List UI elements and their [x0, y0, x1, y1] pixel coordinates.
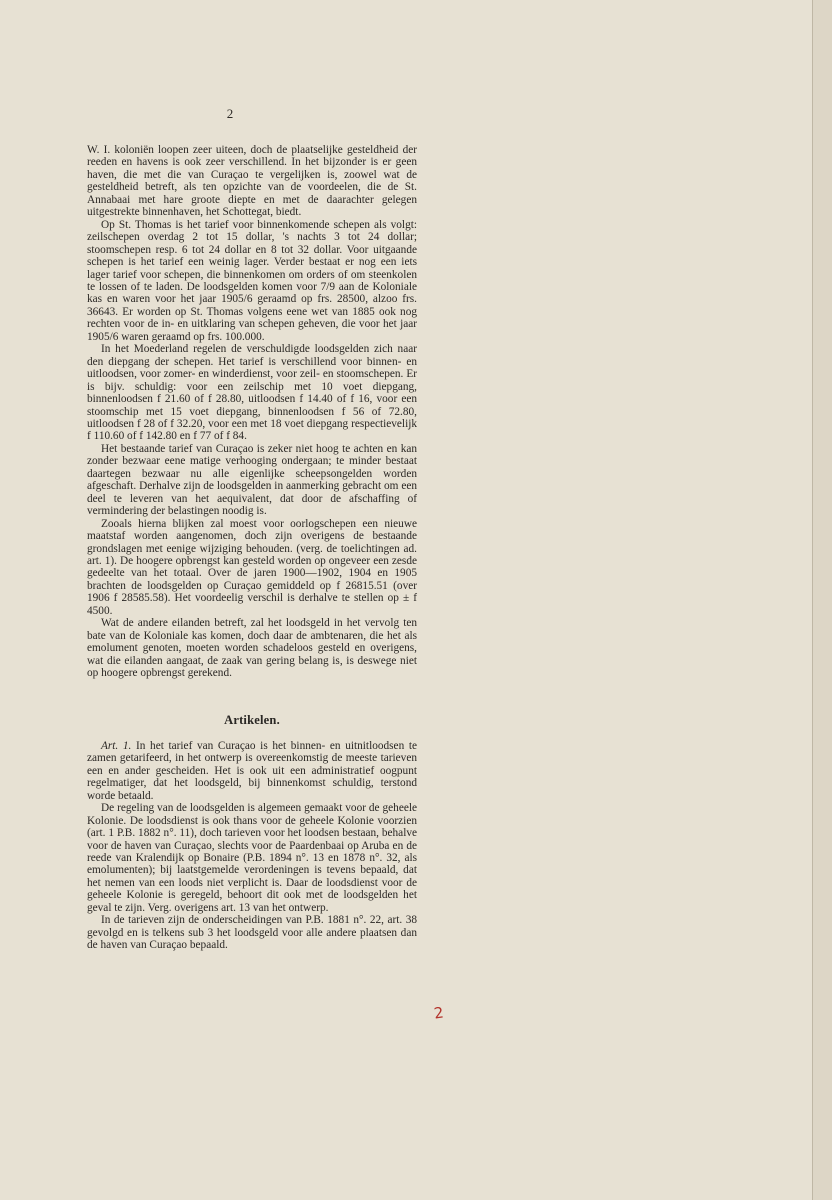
page-edge [812, 0, 832, 1200]
paragraph-3: In het Moederland regelen de verschuldigde loodsgelden zich naar den diepgang der schepen. Het tarief is verschillend voor binnen- en uitloodsen, voor zomer- en winderdienst, voor zeil- en stoomschepen. Er is bijv. schuldig: voor een zeilschip met 10 voet diepgang, binnenloodsen f 21.60 of f 28.80, uitloodsen f 14.40 of f 16, voor een stoomschip met 15 voet diepgang, binnenloodsen f 56 of 72.80, uitloodsen f 28 of f 32.20, voor een met 18 voet diepgang respectievelijk f 110.60 of f 142.80 en f 77 of f 84. [87, 343, 417, 443]
article-1-paragraph-2: De regeling van de loodsgelden is algemeen gemaakt voor de geheele Kolonie. De loodsdienst is ook thans voor de geheele Kolonie voorzien (art. 1 P.B. 1882 n°. 11), doch tarieven voor het loodsen bestaan, behalve voor de haven van Curaçao, slechts voor de Paardenbaai op Aruba en de reede van Kralendijk op Bonaire (P.B. 1894 n°. 13 en 1878 n°. 32, als emolumenten); bij laatstgemelde verordeningen is tevens bepaald, dat het nemen van een loods niet verplicht is. Daar de loodsdienst voor de geheele Kolonie is geregeld, behoort dit ook met de loodsgelden het geval te zijn. Verg. overigens art. 13 van het ontwerp. [87, 802, 417, 914]
article-1-paragraph-3: In de tarieven zijn de onderscheidingen van P.B. 1881 n°. 22, art. 38 gevolgd en is telkens sub 3 het loodsgeld voor alle andere plaatsen dan de haven van Curaçao bepaald. [87, 914, 417, 952]
paragraph-2: Op St. Thomas is het tarief voor binnenkomende schepen als volgt: zeilschepen overdag 2 tot 15 dollar, 's nachts 3 tot 24 dollar; stoomschepen resp. 6 tot 24 dollar en 8 tot 32 dollar. Voor uitgaande schepen is het tarief een weinig lager. Verder bestaat er nog een iets lager tarief voor schepen, die binnenkomen om orders of om steenkolen te lossen of te laden. De loodsgelden komen voor 7/9 aan de Koloniale kas en waren voor het jaar 1905/6 geraamd op frs. 28500, alzoo frs. 36643. Er worden op St. Thomas volgens eene wet van 1885 ook nog rechten voor de in- en uitklaring van schepen geheven, die voor het jaar 1905/6 waren geraamd op frs. 100.000. [87, 218, 417, 343]
page-number: 2 [226, 106, 234, 121]
paragraph-1: W. I. koloniën loopen zeer uiteen, doch de plaatselijke gesteldheid der reeden en havens is ook zeer verschillend. In het bijzonder is er geen haven, die met die van Curaçao te vergelijken is, zoowel wat de gesteldheid betreft, als ten opzichte van de voordeelen, die de St. Annabaai met hare groote diepte en met de daarachter gelegen uitgestrekte binnenhaven, het Schottegat, biedt. [87, 144, 417, 219]
paragraph-5: Zooals hierna blijken zal moest voor oorlogschepen een nieuwe maatstaf worden aangenomen, doch zijn overigens de bestaande grondslagen met eenige wijziging behouden. (verg. de toelichtingen ad. art. 1). De hoogere opbrengst kan gesteld worden op ongeveer een zesde gedeelte van het totaal. Over de jaren 1900—1902, 1904 en 1905 brachten de loodsgelden op Curaçao gemiddeld op f 26815.51 (over 1906 f 28585.58). Het voordeelig verschil is derhalve te stellen op ± f 4500. [87, 517, 417, 617]
article-1-paragraph-1 [87, 740, 417, 802]
article-label: Art. 1. [101, 739, 132, 752]
section-heading: Artikelen. [224, 713, 280, 728]
article-1-text: In het tarief van Curaçao is het binnen- en uitnitloodsen te zamen getarifeerd, in het ontwerp is overeenkomstig de meeste tarieven een en ander gescheiden. Het is ook uit een administratief oogpunt regelmatiger, dat het loodsgeld, bij binnenkomst schuldig, terstond worde betaald. [87, 739, 417, 802]
paragraph-6: Wat de andere eilanden betreft, zal het loodsgeld in het vervolg ten bate van de Koloniale kas komen, doch daar de ambtenaren, die het als emolument genoten, moeten worden schadeloos gesteld en overigens, wat die eilanden aangaat, de zaak van gering belang is, is deswege niet op hoogere opbrengst gerekend. [87, 617, 417, 680]
handwritten-margin-note: 2 [432, 1003, 445, 1023]
document-body [87, 144, 417, 952]
paragraph-4: Het bestaande tarief van Curaçao is zeker niet hoog te achten en kan zonder bezwaar eene matige verhooging ondergaan; te minder bestaat daartegen bezwaar nu alle eigenlijke scheepsongelden worden afgeschaft. Derhalve zijn de loodsgelden in aanmerking gebracht om een deel te leveren van het aequivalent, dat door de afschaffing of vermindering der belastingen noodig is. [87, 442, 417, 518]
